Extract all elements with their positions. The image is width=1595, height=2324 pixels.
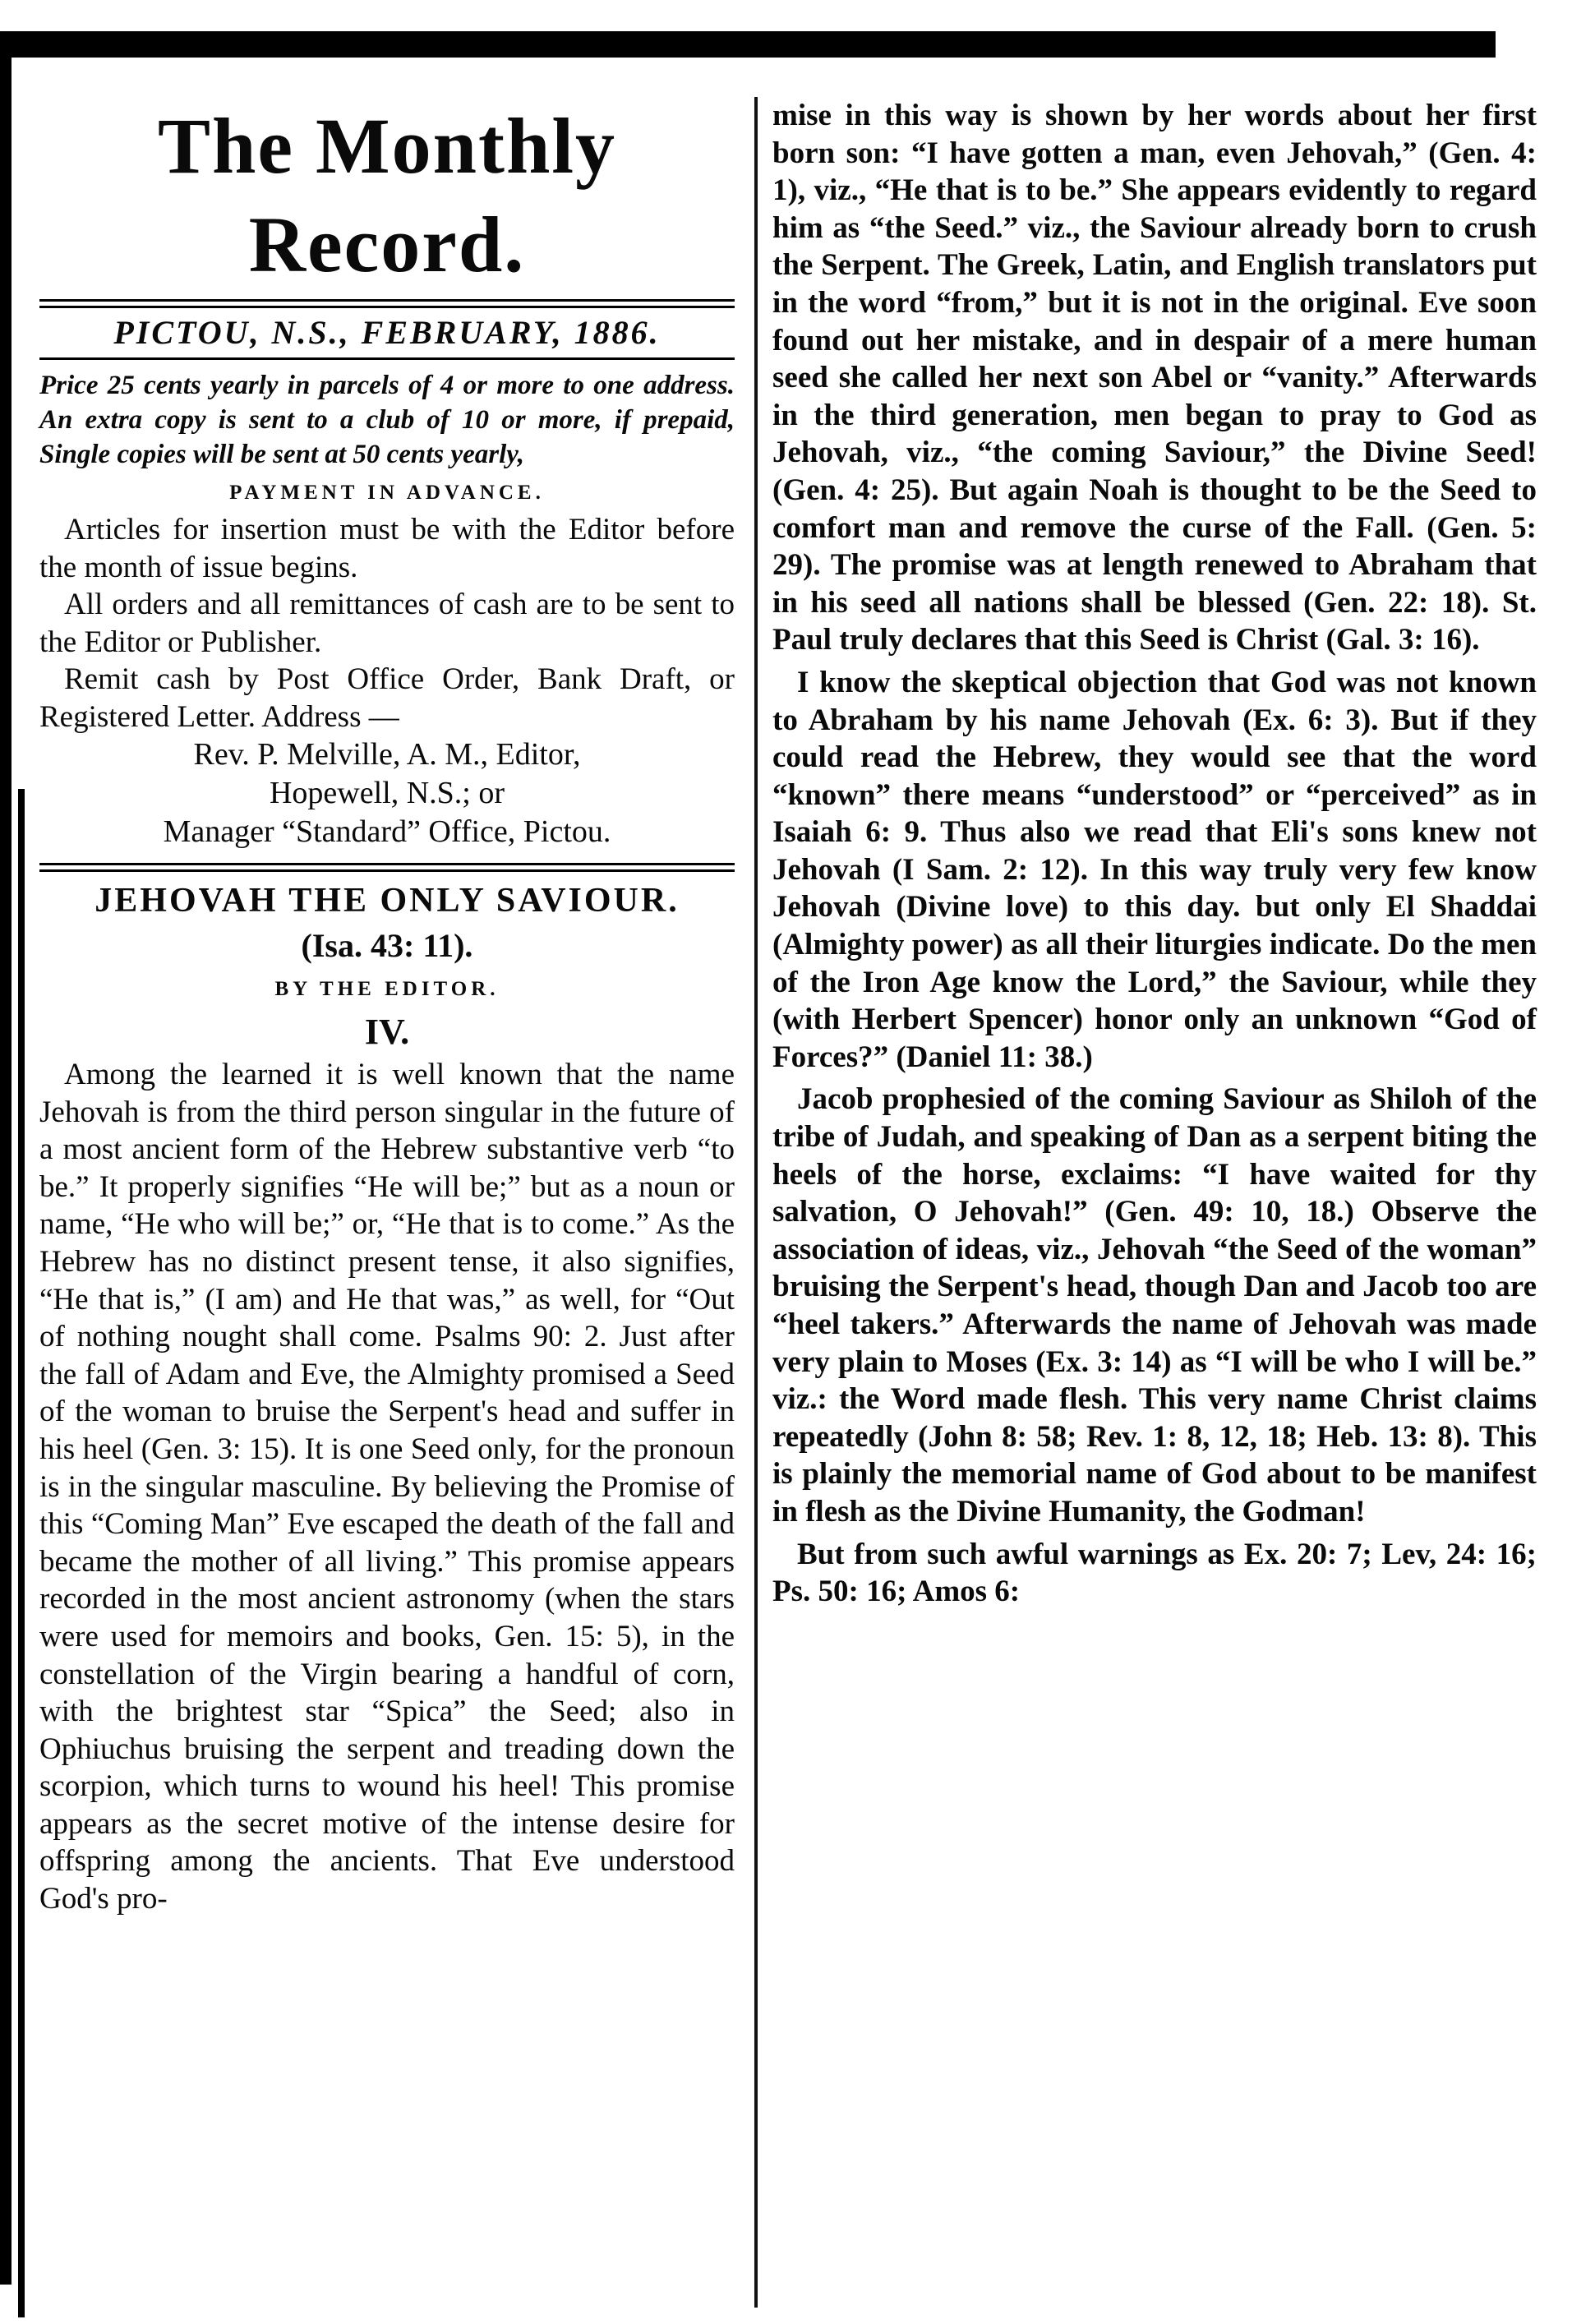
orders-notice: All orders and all remittances of cash are to be sent to the Editor or Publisher. (39, 588, 735, 659)
article-paragraph-3: I know the skeptical objection that God was not known to Abraham by his name Jehovah (Ex. 6: 3). But if they could read the Hebrew, they would see that the word “known” there means “understood” or “perceived” as in Isaiah 6: 9. Thus also we read that Eli's sons knew not Jehovah (I Sam. 2: 12). In this way truly very few know Jehovah (Divine love) to this day. but only El Shaddai (Almighty power) as all their liturgies indicate. Do the men of the Iron Age know the Lord,” the Saviour, while they (with Herbert Spencer) honor only an unknown “God of Forces?” (Daniel 11: 38.) (772, 665, 1537, 1074)
right-column (772, 97, 1537, 1611)
editor-address: Rev. P. Melville, A. M., Editor, (193, 737, 581, 772)
scan-left-border (0, 49, 12, 2285)
scan-top-border (0, 31, 1496, 58)
articles-notice: Articles for insertion must be with the Editor before the month of issue begins. (39, 513, 735, 584)
article-title: JEHOVAH THE ONLY SAVIOUR. (95, 882, 680, 920)
left-column (39, 97, 735, 1918)
article-paragraph-5: But from such awful warnings as Ex. 20: 7; Lev, 24: 16; Ps. 50: 16; Amos 6: (772, 1537, 1537, 1609)
price-notice: Price 25 cents yearly in parcels of 4 or more to one address. An extra copy is sent to a club of 10 or more, if prepaid, Single copies will be sent at 50 cents yearly, (39, 371, 735, 469)
masthead-title: The Monthly Record. (157, 102, 617, 288)
place-date: PICTOU, N.S., FEBRUARY, 1886. (113, 314, 661, 351)
manager-address: Manager “Standard” Office, Pictou. (163, 814, 611, 849)
payment-notice: PAYMENT IN ADVANCE. (229, 482, 545, 504)
article-part-number: IV. (364, 1012, 410, 1052)
editor-town: Hopewell, N.S.; or (269, 776, 505, 810)
date-rule (39, 357, 735, 360)
article-paragraph-1: Among the learned it is well known that the name Jehovah is from the third person singular in the future of a most ancient form of the Hebrew substantive verb “to be.” It properly signifies “He will be;” but as a noun or name, “He who will be;” or, “He that is to come.” As the Hebrew has no distinct present tense, it also signifies, “He that is,” (I am) and He that was,” as well, for “Out of nothing nought shall come. Psalms 90: 2. Just after the fall of Adam and Eve, the Almighty promised a Seed of the woman to bruise the Serpent's head and suffer in his heel (Gen. 3: 15). It is one Seed only, for the pronoun is in the singular masculine. By believing the Promise of this “Coming Man” Eve escaped the death of the fall and became the mother of all living.” This promise appears recorded in the most ancient astronomy (when the stars were used for memoirs and books, Gen. 15: 5), in the constellation of the Virgin bearing a handful of corn, with the brightest star “Spica” the Seed; also in Ophiuchus bruising the serpent and treading down the scorpion, which turns to wound his heel! This promise appears as the secret motive of the intense desire for offspring among the ancients. That Eve understood God's pro- (39, 1058, 735, 1916)
section-rule (39, 863, 735, 872)
masthead-rule (39, 299, 735, 308)
article-paragraph-4: Jacob prophesied of the coming Saviour as Shiloh of the tribe of Judah, and speaking of Dan as a serpent biting the heels of the horse, exclaims: “I have waited for thy salvation, O Jehovah!” (Gen. 49: 10, 18.) Observe the association of ideas, viz., Jehovah “the Seed of the woman” bruising the Serpent's head, though Dan and Jacob too are “heel takers.” Afterwards the name of Jehovah was made very plain to Moses (Ex. 3: 14) as “I will be who I will be.” viz.: the Word made flesh. This very name Christ claims repeatedly (John 8: 58; Rev. 1: 8, 12, 18; Heb. 13: 8). This is plainly the memorial name of God about to be manifest in flesh as the Divine Humanity, the Godman! (772, 1082, 1537, 1529)
column-divider (754, 97, 758, 2308)
article-paragraph-2: mise in this way is shown by her words about her first born son: “I have gotten a man, even Jehovah,” (Gen. 4: 1), viz., “He that is to be.” She appears evidently to regard him as “the Seed.” viz., the Saviour already born to crush the Serpent. The Greek, Latin, and English translators put in the word “from,” but it is not in the original. Eve soon found out her mistake, and in despair of a mere human seed she called her next son Abel or “vanity.” Afterwards in the third generation, men began to pray to God as Jehovah, viz., “the coming Saviour,” the Divine Seed! (Gen. 4: 25). But again Noah is thought to be the Seed to comfort man and remove the curse of the Fall. (Gen. 5: 29). The promise was at length renewed to Abraham that in his seed all nations shall be blessed (Gen. 22: 18). St. Paul truly declares that this Seed is Christ (Gal. 3: 16). (772, 99, 1537, 657)
article-reference: (Isa. 43: 11). (301, 927, 473, 964)
article-byline: BY THE EDITOR. (274, 978, 500, 1000)
remit-notice: Remit cash by Post Office Order, Bank Draft, or Registered Letter. Address — (39, 662, 735, 734)
scan-left-shadow (18, 789, 25, 2317)
